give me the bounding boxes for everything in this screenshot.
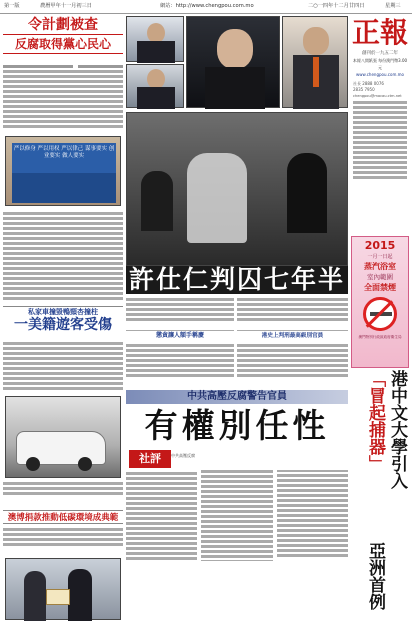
us-story-kicker: 私家車撞毀鴨頸杏撞柱 xyxy=(28,307,98,316)
certificate xyxy=(46,589,70,605)
cuhk-headline-2: 「冒起捕器」 xyxy=(365,370,385,472)
top-bar xyxy=(0,0,412,14)
car-accident-photo[interactable] xyxy=(5,396,121,478)
official-photo-2[interactable] xyxy=(126,64,184,108)
main-story-text-b xyxy=(126,342,234,386)
website-link[interactable]: 網站：http://www.chengpou.com.mo xyxy=(160,3,254,9)
main-story-text-d xyxy=(237,342,348,386)
masthead-contacts xyxy=(351,79,409,183)
newspaper-title: 正報 xyxy=(351,16,408,49)
official-photo-1[interactable] xyxy=(126,16,184,62)
editorial-body xyxy=(126,470,348,620)
person-left xyxy=(24,571,46,621)
email-address: chengpou@macau.ctm.net xyxy=(353,94,402,98)
editorial-kicker: 中共高壓反腐 xyxy=(171,453,195,458)
tsang-portrait-photo[interactable] xyxy=(186,16,280,108)
main-story-text-c xyxy=(237,296,348,330)
tel-number: 2888 0076 xyxy=(362,81,384,86)
cuhk-story[interactable] xyxy=(353,370,409,622)
sub-headline-corruption[interactable]: 懲貪讓人額手稱慶 xyxy=(126,330,234,340)
warning-main-headline[interactable]: 有權別任性 xyxy=(144,406,330,445)
us-story-title: 一美籍遊客受傷 xyxy=(14,317,112,333)
face-1 xyxy=(147,23,165,43)
warning-subheadline[interactable]: 中共高壓反腐警告官員 xyxy=(126,390,348,404)
us-story-text xyxy=(3,340,123,394)
kwok-tie xyxy=(313,57,319,87)
no-smoking-ad[interactable] xyxy=(351,236,409,368)
tsang-face xyxy=(217,29,253,69)
sjm-story-text xyxy=(3,526,123,556)
tel-label: 社長 xyxy=(353,81,361,86)
cuhk-headline-3: 亞洲首例 xyxy=(365,542,385,610)
gregorian-date: 二○一四年十二月廿四日 xyxy=(308,3,365,9)
suit-2 xyxy=(137,87,175,109)
kwok-portrait-photo[interactable] xyxy=(282,16,348,108)
page-number: 第一版 xyxy=(4,3,20,9)
car-caption xyxy=(3,480,123,508)
left-column xyxy=(3,16,123,623)
slogan-sign: 严以修身 严以用权 严以律己 谋事要实 创业要实 做人要实 xyxy=(12,143,116,173)
founded-line: 創刊於一九五二年 xyxy=(362,51,398,56)
sub-headline-hk-record[interactable]: 港史上判刑最高級別官員 xyxy=(237,330,348,340)
car-door xyxy=(187,153,247,243)
discipline-sign-photo[interactable] xyxy=(5,136,121,206)
passenger-right xyxy=(287,153,327,233)
editorial-badge: 社評 xyxy=(129,450,171,468)
ad-date-line: 一月一日起 xyxy=(367,254,393,260)
ad-sponsor: 澳門特別行政區政府衛生局 xyxy=(358,335,402,339)
ad-line2: 室內範圍 xyxy=(367,273,393,281)
sjm-ceremony-photo[interactable] xyxy=(5,558,121,620)
cuhk-headline-1: 港中文大學引入 xyxy=(387,370,407,489)
front-page xyxy=(3,16,409,623)
no-smoking-icon xyxy=(363,297,397,331)
lead-headline-line1: 令計劃被查 xyxy=(28,17,98,33)
tsang-suit xyxy=(205,67,265,109)
masthead xyxy=(351,16,409,236)
face-2 xyxy=(147,69,165,89)
lead-headline-line2: 反腐取得黨心民心 xyxy=(3,34,123,54)
sjm-donation-headline[interactable]: 澳博捐款推動低碳環境成典範 xyxy=(3,510,123,524)
main-story-text-a xyxy=(126,296,234,328)
sign-base xyxy=(12,173,116,203)
person-right xyxy=(68,569,92,621)
masthead-website[interactable]: www.chengpou.com.mo xyxy=(356,72,404,77)
passenger-left xyxy=(141,171,173,231)
price-line: 本報八開紙張 每份澳門幣3.00元 xyxy=(352,58,408,70)
ad-line3: 全面禁煙 xyxy=(364,283,396,292)
ad-year: 2015 xyxy=(364,239,396,252)
ad-line1: 蒸汽浴室 xyxy=(364,262,396,271)
main-headline[interactable]: 許仕仁判囚七年半 xyxy=(126,266,348,294)
court-arrival-photo[interactable] xyxy=(126,112,348,266)
car-wheel-front xyxy=(26,457,40,471)
lead-story-headline[interactable] xyxy=(3,16,123,62)
suit-1 xyxy=(137,41,175,63)
lead-story-text xyxy=(3,64,123,136)
lunar-date: 農曆甲年十一月初三日 xyxy=(40,3,92,9)
fax-number: 2835 7950 xyxy=(353,87,375,92)
car-wheel-back xyxy=(78,457,92,471)
us-tourist-story-head[interactable] xyxy=(3,306,123,336)
weekday: 星期三 xyxy=(385,3,401,9)
kwok-face xyxy=(303,27,329,55)
secondary-story-text xyxy=(3,210,123,302)
